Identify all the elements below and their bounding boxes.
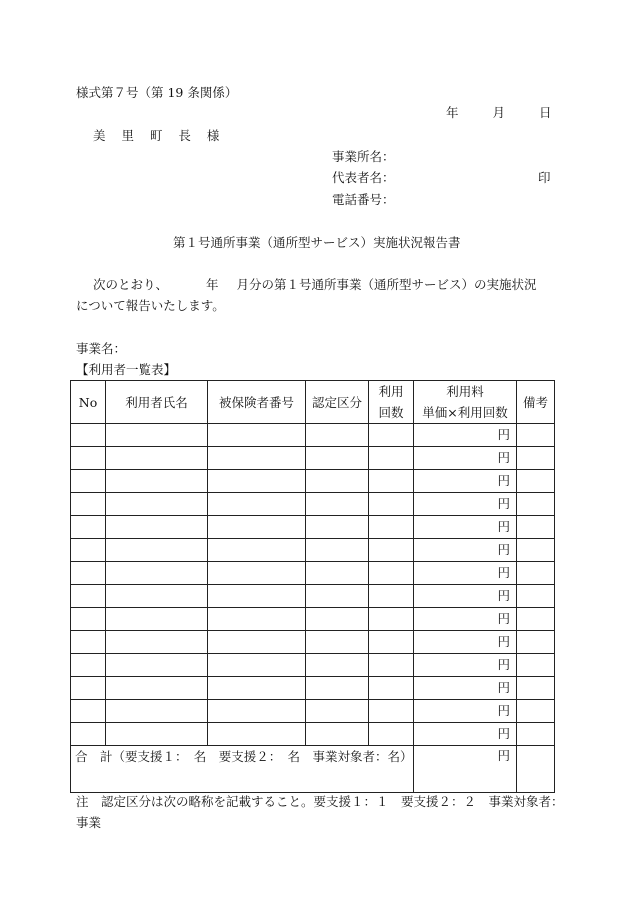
fee-cell[interactable]: 円: [414, 700, 517, 723]
header-fee: 利用料 単価×利用回数: [414, 381, 517, 424]
total-remarks-cell[interactable]: [517, 746, 555, 793]
table-row: [71, 516, 555, 539]
remarks-cell[interactable]: [517, 608, 555, 631]
remarks-cell[interactable]: [517, 424, 555, 447]
remarks-cell[interactable]: [517, 585, 555, 608]
fee-cell[interactable]: 円: [414, 470, 517, 493]
note-line-2: 事業: [76, 815, 102, 830]
insured-number-cell[interactable]: [208, 539, 306, 562]
no-cell[interactable]: [71, 447, 106, 470]
table-row: [71, 608, 555, 631]
table-row: [71, 631, 555, 654]
body-month-text: 月分の第１号通所事業（通所型サービス）の実施状況: [236, 277, 537, 292]
fee-cell[interactable]: 円: [414, 516, 517, 539]
remarks-cell[interactable]: [517, 700, 555, 723]
body-year: 年: [206, 277, 219, 292]
remarks-cell[interactable]: [517, 493, 555, 516]
fee-cell[interactable]: 円: [414, 424, 517, 447]
insured-number-cell[interactable]: [208, 424, 306, 447]
no-cell[interactable]: [71, 723, 106, 746]
table-row: [71, 470, 555, 493]
certification-cell[interactable]: [306, 700, 369, 723]
certification-cell[interactable]: [306, 539, 369, 562]
insured-number-cell[interactable]: [208, 447, 306, 470]
usage-count-cell[interactable]: [369, 723, 414, 746]
certification-cell[interactable]: [306, 631, 369, 654]
usage-count-cell[interactable]: [369, 470, 414, 493]
body-line-1: [93, 279, 537, 292]
no-cell[interactable]: [71, 424, 106, 447]
date-day: 日: [538, 105, 552, 120]
usage-count-cell[interactable]: [369, 654, 414, 677]
table-row: [71, 424, 555, 447]
name-cell[interactable]: [106, 608, 208, 631]
fee-cell[interactable]: 円: [414, 493, 517, 516]
certification-cell[interactable]: [306, 585, 369, 608]
remarks-cell[interactable]: [517, 470, 555, 493]
certification-cell[interactable]: [306, 447, 369, 470]
total-label: 合 計（要支援１： 名 要支援２： 名 事業対象者：名）: [71, 746, 414, 793]
name-cell[interactable]: [106, 493, 208, 516]
usage-count-cell[interactable]: [369, 539, 414, 562]
header-no: No: [71, 381, 106, 424]
fee-cell[interactable]: 円: [414, 539, 517, 562]
remarks-cell[interactable]: [517, 447, 555, 470]
name-cell[interactable]: [106, 654, 208, 677]
fee-cell[interactable]: 円: [414, 677, 517, 700]
fee-cell[interactable]: 円: [414, 654, 517, 677]
table-row: [71, 585, 555, 608]
table-row: [71, 700, 555, 723]
table-body: [71, 424, 555, 793]
total-row: [71, 746, 555, 793]
certification-cell[interactable]: [306, 493, 369, 516]
insured-number-cell[interactable]: [208, 700, 306, 723]
no-cell[interactable]: [71, 539, 106, 562]
usage-count-cell[interactable]: [369, 631, 414, 654]
remarks-cell[interactable]: [517, 723, 555, 746]
no-cell[interactable]: [71, 631, 106, 654]
insured-number-cell[interactable]: [208, 608, 306, 631]
document-title: 第１号通所事業（通所型サービス）実施状況報告書: [173, 235, 461, 250]
table-header-row: [71, 381, 555, 424]
usage-count-cell[interactable]: [369, 700, 414, 723]
name-cell[interactable]: [106, 700, 208, 723]
header-insured-number: 被保険者番号: [208, 381, 306, 424]
certification-cell[interactable]: [306, 424, 369, 447]
usage-count-cell[interactable]: [369, 424, 414, 447]
no-cell[interactable]: [71, 608, 106, 631]
remarks-cell[interactable]: [517, 654, 555, 677]
name-cell[interactable]: [106, 447, 208, 470]
name-cell[interactable]: [106, 539, 208, 562]
usage-count-cell[interactable]: [369, 447, 414, 470]
no-cell[interactable]: [71, 677, 106, 700]
certification-cell[interactable]: [306, 608, 369, 631]
total-yen: 円: [414, 746, 517, 793]
name-cell[interactable]: [106, 677, 208, 700]
table-row: [71, 493, 555, 516]
insured-number-cell[interactable]: [208, 493, 306, 516]
table-row: [71, 677, 555, 700]
insured-number-cell[interactable]: [208, 562, 306, 585]
insured-number-cell[interactable]: [208, 631, 306, 654]
usage-count-cell[interactable]: [369, 677, 414, 700]
remarks-cell[interactable]: [517, 677, 555, 700]
certification-cell[interactable]: [306, 677, 369, 700]
name-cell[interactable]: [106, 470, 208, 493]
certification-cell[interactable]: [306, 723, 369, 746]
fee-cell[interactable]: 円: [414, 585, 517, 608]
recipient: 美 里 町 長 様: [93, 128, 226, 143]
name-cell[interactable]: [106, 631, 208, 654]
no-cell[interactable]: [71, 516, 106, 539]
business-name-label: 事業名：: [76, 341, 127, 356]
note-line-1: 注 認定区分は次の略称を記載すること。要支援１：１ 要支援２：２ 事業対象者：: [76, 794, 564, 809]
fee-cell[interactable]: 円: [414, 723, 517, 746]
name-cell[interactable]: [106, 723, 208, 746]
table-row: [71, 539, 555, 562]
no-cell[interactable]: [71, 585, 106, 608]
date-year: 年: [446, 105, 459, 120]
header-usage-count: 利用 回数: [369, 381, 414, 424]
remarks-cell[interactable]: [517, 562, 555, 585]
insured-number-cell[interactable]: [208, 470, 306, 493]
no-cell[interactable]: [71, 470, 106, 493]
fee-cell[interactable]: 円: [414, 562, 517, 585]
name-cell[interactable]: [106, 585, 208, 608]
fee-cell[interactable]: 円: [414, 447, 517, 470]
fee-cell[interactable]: 円: [414, 631, 517, 654]
usage-count-cell[interactable]: [369, 516, 414, 539]
name-cell[interactable]: [106, 562, 208, 585]
form-number: 様式第７号（第 19 条関係）: [76, 85, 238, 100]
table-row: [71, 447, 555, 470]
seal-mark: 印: [538, 170, 551, 185]
table-row: [71, 723, 555, 746]
date-line: [446, 107, 551, 120]
usage-count-cell[interactable]: [369, 585, 414, 608]
no-cell[interactable]: [71, 493, 106, 516]
certification-cell[interactable]: [306, 470, 369, 493]
no-cell[interactable]: [71, 654, 106, 677]
insured-number-cell[interactable]: [208, 723, 306, 746]
date-month: 月: [492, 105, 505, 120]
insured-number-cell[interactable]: [208, 516, 306, 539]
table-row: [71, 562, 555, 585]
insured-number-cell[interactable]: [208, 585, 306, 608]
representative-label: 代表者名：: [332, 170, 395, 185]
fee-cell[interactable]: 円: [414, 608, 517, 631]
header-user-name: 利用者氏名: [106, 381, 208, 424]
usage-count-cell[interactable]: [369, 608, 414, 631]
no-cell[interactable]: [71, 700, 106, 723]
body-line-2: について報告いたします。: [76, 298, 225, 313]
user-list-heading: 【利用者一覧表】: [76, 362, 177, 377]
certification-cell[interactable]: [306, 562, 369, 585]
table-row: [71, 654, 555, 677]
insured-number-cell[interactable]: [208, 654, 306, 677]
header-certification: 認定区分: [306, 381, 369, 424]
name-cell[interactable]: [106, 424, 208, 447]
office-name-label: 事業所名：: [332, 149, 395, 164]
remarks-cell[interactable]: [517, 539, 555, 562]
header-remarks: 備考: [517, 381, 555, 424]
remarks-cell[interactable]: [517, 631, 555, 654]
insured-number-cell[interactable]: [208, 677, 306, 700]
phone-number-label: 電話番号：: [332, 192, 395, 207]
body-lead: 次のとおり、: [93, 277, 169, 292]
usage-count-cell[interactable]: [369, 493, 414, 516]
user-list-table: [70, 380, 555, 793]
no-cell[interactable]: [71, 562, 106, 585]
name-cell[interactable]: [106, 516, 208, 539]
usage-count-cell[interactable]: [369, 562, 414, 585]
certification-cell[interactable]: [306, 516, 369, 539]
certification-cell[interactable]: [306, 654, 369, 677]
remarks-cell[interactable]: [517, 516, 555, 539]
